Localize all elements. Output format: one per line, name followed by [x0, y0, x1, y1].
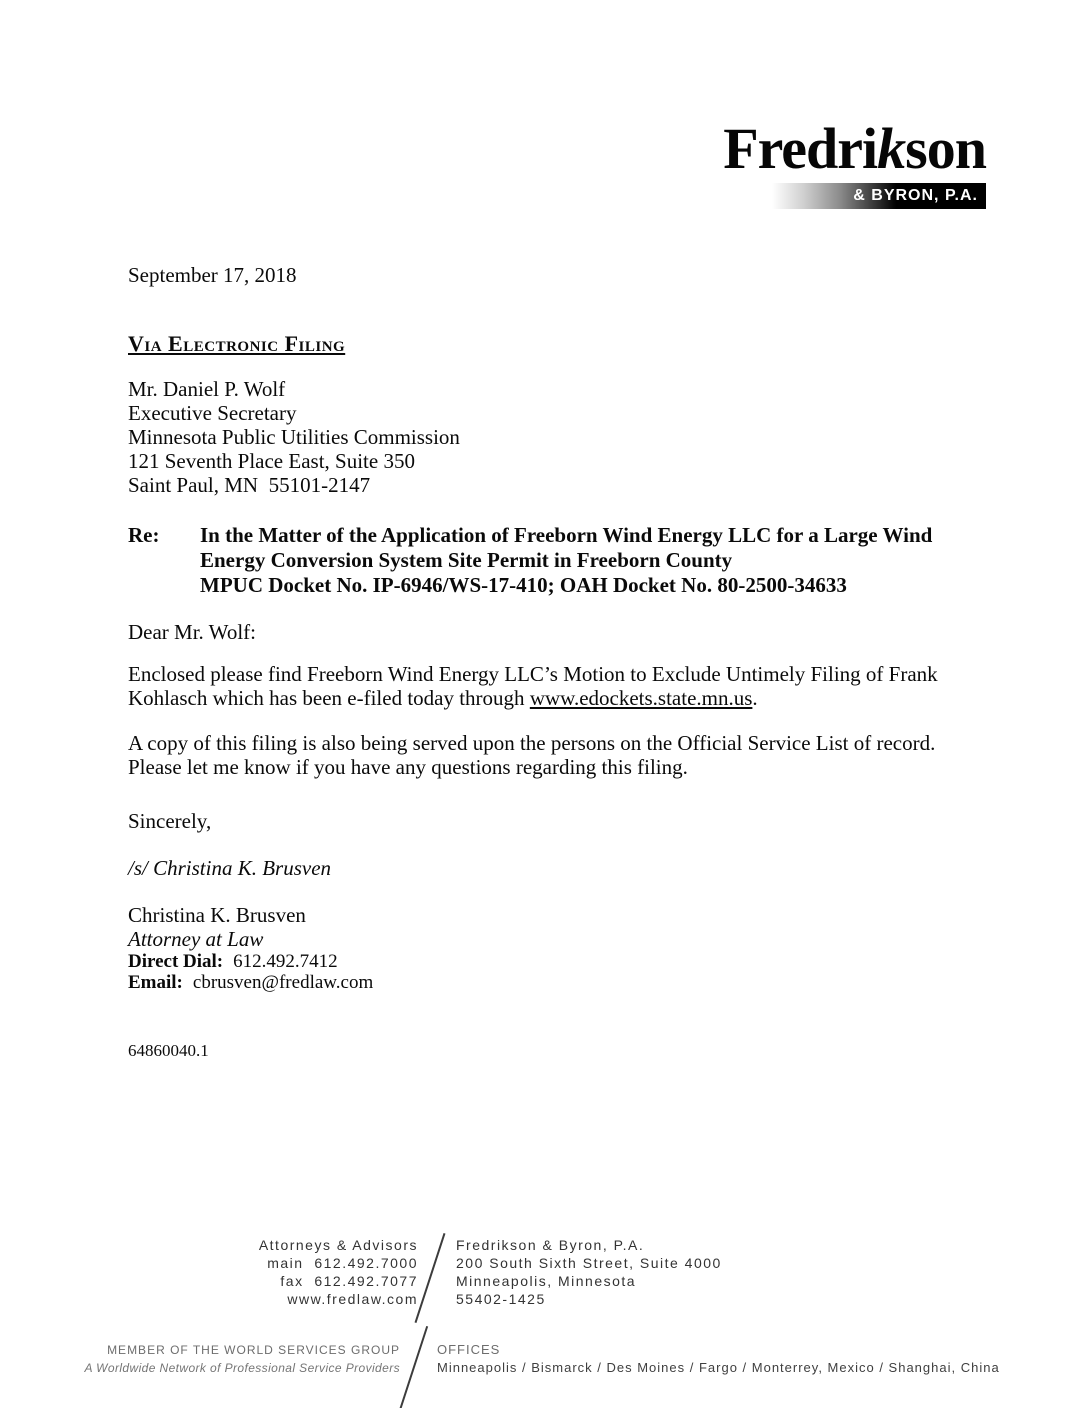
email-label: Email: [128, 972, 183, 993]
signer-name: Christina K. Brusven [128, 903, 306, 927]
edockets-link[interactable]: www.edockets.state.mn.us [529, 685, 753, 710]
recipient-street: 121 Seventh Place East, Suite 350 [128, 449, 415, 473]
paragraph-text: . [752, 685, 758, 710]
footer-main-phone: main 612.492.7000 [267, 1255, 418, 1271]
body-paragraph-1 [128, 663, 938, 710]
salutation: Dear Mr. Wolf: [128, 620, 256, 644]
footer-address-right [456, 1236, 722, 1308]
letter-date: September 17, 2018 [128, 263, 297, 287]
electronic-signature: /s/ Christina K. Brusven [128, 856, 332, 880]
firm-logo [723, 116, 986, 209]
recipient-city-state-zip: Saint Paul, MN 55101-2147 [128, 473, 371, 497]
re-subject-line: In the Matter of the Application of Freeborn Wind Energy LLC for a Large Wind [200, 523, 933, 547]
paragraph-line: A copy of this filing is also being served upon the persons on the Official Service List of record. [128, 731, 936, 755]
firm-logo-bar-text: & BYRON, P.A. [853, 187, 978, 204]
paragraph-line: Enclosed please find Freeborn Wind Energy LLC’s Motion to Exclude Untimely Filing of Frank [128, 662, 938, 686]
member-network-line: A Worldwide Network of Professional Service Providers [84, 1361, 400, 1375]
firm-logo-bar [772, 183, 986, 209]
re-docket-numbers: MPUC Docket No. IP-6946/WS-17-410; OAH Docket No. 80-2500-34633 [200, 573, 847, 597]
offices-label: OFFICES [437, 1342, 501, 1357]
footer-city-state: Minneapolis, Minnesota [456, 1273, 637, 1289]
footer-membership [0, 1341, 400, 1377]
email-address: cbrusven@fredlaw.com [192, 972, 374, 993]
footer-zip: 55402-1425 [456, 1291, 546, 1307]
footer-fax: fax 612.492.7077 [280, 1273, 418, 1289]
offices-list: Minneapolis / Bismarck / Des Moines / Fargo / Monterrey, Mexico / Shanghai, China [437, 1360, 1000, 1375]
firm-logo-wordmark [723, 116, 986, 181]
logo-text-post: son [905, 116, 986, 181]
recipient-organization: Minnesota Public Utilities Commission [128, 425, 460, 449]
closing: Sincerely, [128, 809, 212, 833]
direct-dial-label: Direct Dial: [128, 951, 224, 972]
recipient-address-block [128, 377, 460, 497]
paragraph-text: Kohlasch which has been e-filed today through [128, 685, 530, 710]
footer-divider-slash [398, 1326, 428, 1408]
re-subject-line: Energy Conversion System Site Permit in Freeborn County [200, 548, 733, 572]
footer-firm-name: Fredrikson & Byron, P.A. [456, 1237, 645, 1253]
footer-tagline: Attorneys & Advisors [258, 1237, 418, 1253]
recipient-name: Mr. Daniel P. Wolf [128, 377, 286, 401]
document-number: 64860040.1 [128, 1041, 209, 1060]
logo-italic-k: k [877, 116, 906, 181]
re-subject-block [128, 523, 932, 598]
footer-offices [437, 1341, 1000, 1377]
member-line: MEMBER OF THE WORLD SERVICES GROUP [107, 1343, 400, 1357]
footer-divider-slash [415, 1233, 446, 1323]
re-subject-lines [200, 523, 932, 598]
footer-contact-left [0, 1236, 418, 1308]
footer-website: www.fredlaw.com [287, 1291, 418, 1307]
paragraph-line: Please let me know if you have any questions regarding this filing. [128, 754, 688, 779]
body-paragraph-2 [128, 732, 935, 779]
direct-dial-number: 612.492.7412 [233, 951, 338, 972]
signer-title: Attorney at Law [128, 927, 264, 951]
re-label: Re: [128, 523, 160, 547]
recipient-title: Executive Secretary [128, 401, 297, 425]
signer-block [128, 903, 373, 993]
signer-direct-dial [128, 951, 373, 972]
logo-text-pre: Fredri [723, 116, 878, 181]
delivery-method-line: Via Electronic Filing [128, 331, 346, 356]
signer-email [128, 972, 373, 993]
footer-street: 200 South Sixth Street, Suite 4000 [456, 1255, 722, 1271]
paragraph-line [128, 687, 938, 711]
